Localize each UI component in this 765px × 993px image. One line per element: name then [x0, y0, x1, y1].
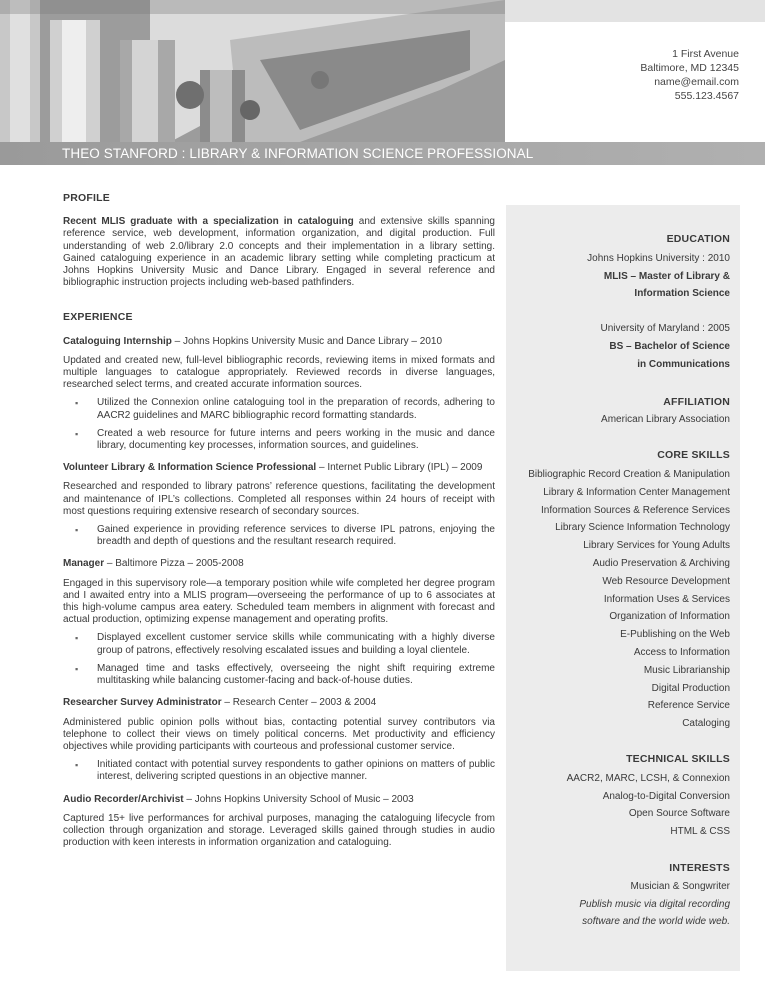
technical-skill-item: Analog-to-Digital Conversion	[602, 790, 730, 802]
job-role: Volunteer Library & Information Science Professional	[63, 462, 317, 474]
job-bullets	[63, 759, 495, 783]
core-skills-heading: CORE SKILLS	[657, 449, 730, 462]
core-skill-item: Bibliographic Record Creation & Manipulation	[528, 468, 730, 480]
education-school-1: Johns Hopkins University : 2010	[587, 252, 730, 264]
job-bullet: ▪ Managed time and tasks effectively, overseeing the night shift requiring extreme multitasking while balancing customer-facing and back-of-house duties.	[63, 663, 495, 687]
job-entry	[63, 794, 495, 850]
education-degree-1-line2: Information Science	[634, 288, 730, 300]
technical-skill-item: Open Source Software	[628, 808, 730, 820]
page-title: THEO STANFORD : LIBRARY & INFORMATION SCIENCE PROFESSIONAL	[62, 146, 534, 161]
job-description: Engaged in this supervisory role—a temporary position while wife completed her degree program and I awaited entry into a MLIS program—overseeing the performance of up to 6 associates at this high-volume campus area eatery. Scheduled team members in alignment with forecast and actual production, optimizing expense management and operating profits.	[63, 577, 495, 626]
job-bullet: ▪ Gained experience in providing reference services to diverse IPL patrons, enjoying the breadth and depth of questions and the resultant research required.	[63, 524, 495, 548]
job-entry	[63, 558, 495, 687]
core-skill-item: Music Librarianship	[643, 664, 730, 676]
job-bullet: ▪ Initiated contact with potential survey respondents to gather opinions on matters of public interest, delivering scripted questions in an objective manner.	[63, 759, 495, 783]
job-bullet: ▪ Utilized the Connexion online cataloguing tool in the preparation of records, adhering to AACR2 guidelines and MARC bibliographic record formatting standards.	[63, 397, 495, 421]
technical-skill-item: HTML & CSS	[670, 826, 730, 838]
job-description: Administered public opinion polls without bias, contacting potential survey contributors via telephone to collect their views on timely political concerns. Met productivity and efficiency objectives while providing participants with courteous and professional customer service.	[63, 716, 495, 752]
contact-info	[640, 47, 739, 103]
job-title	[63, 794, 495, 806]
job-title	[63, 336, 495, 348]
core-skill-item: Web Resource Development	[602, 575, 730, 587]
education-degree-1-line1: MLIS – Master of Library &	[603, 270, 730, 282]
affiliation-item: American Library Association	[601, 414, 730, 426]
job-entry	[63, 462, 495, 548]
profile-heading: PROFILE	[63, 192, 110, 204]
core-skill-item: Organization of Information	[609, 611, 730, 623]
technical-skills-heading: TECHNICAL SKILLS	[626, 752, 730, 765]
interests-heading: INTERESTS	[669, 861, 730, 874]
experience-heading: EXPERIENCE	[63, 311, 133, 324]
job-title	[63, 697, 495, 709]
job-role: Cataloguing Internship	[63, 335, 172, 347]
technical-skill-item: AACR2, MARC, LCSH, & Connexion	[566, 772, 730, 784]
education-school-2: University of Maryland : 2005	[600, 323, 730, 335]
job-detail: – Johns Hopkins University Music and Dance Library – 2010	[171, 335, 443, 347]
job-detail: – Johns Hopkins University School of Music – 2003	[183, 793, 414, 805]
core-skill-item: Information Sources & Reference Services	[541, 504, 730, 516]
job-detail: – Research Center – 2003 & 2004	[221, 697, 377, 709]
columns-illustration	[0, 0, 505, 142]
job-entry	[63, 336, 495, 453]
contact-address-line2: Baltimore, MD 12345	[640, 62, 739, 74]
core-skill-item: Information Uses & Services	[603, 593, 730, 605]
job-bullet: ▪ Displayed excellent customer service skills while communicating with a highly diverse group of patrons, effectively resolving escalated issues and building a loyal clientele.	[63, 632, 495, 656]
job-bullets	[63, 632, 495, 687]
job-title	[63, 558, 495, 570]
core-skill-item: Digital Production	[651, 682, 730, 694]
contact-phone: 555.123.4567	[674, 90, 739, 102]
education-heading: EDUCATION	[666, 233, 730, 245]
profile-text: and extensive skills spanning reference service, web development, information organization, and digital production. Full understanding of web 2.0/library 2.0 concepts and their implementation in a library setting. Gained cataloguing experience in an academic library setting while completing practicum at Johns Hopkins University Music and Dance Library. Engaged in several reference and bibliographic instruction projects including web-based pathfinders.	[63, 216, 495, 289]
core-skill-item: Access to Information	[633, 646, 730, 658]
education-degree-2-line1: BS – Bachelor of Science	[609, 340, 730, 352]
profile-paragraph	[63, 216, 495, 289]
header-top-bar	[505, 0, 765, 22]
core-skill-item: Library & Information Center Management	[543, 486, 730, 498]
name-title-bar	[0, 142, 765, 165]
profile-lead: Recent MLIS graduate with a specialization in cataloguing	[63, 216, 354, 228]
job-bullet: ▪ Created a web resource for future interns and peers working in the music and dance library, documenting key processes, information sources, and guidelines.	[63, 428, 495, 452]
core-skill-item: E-Publishing on the Web	[620, 629, 730, 641]
core-skill-item: Library Services for Young Adults	[583, 540, 730, 552]
sidebar	[506, 205, 740, 971]
contact-email[interactable]: name@email.com	[654, 76, 739, 88]
education-degree-2-line2: in Communications	[637, 358, 730, 370]
job-detail: – Internet Public Library (IPL) – 2009	[316, 462, 483, 474]
header-building-photo	[0, 0, 505, 142]
job-role: Manager	[63, 558, 105, 570]
main-column	[63, 192, 495, 859]
job-detail: – Baltimore Pizza – 2005-2008	[104, 558, 244, 570]
job-description: Researched and responded to library patrons’ reference questions, facilitating the development and maintenance of IPL’s collections. Completed all responses within 24 hours of receipt with most questions requiring extensive research of secondary sources.	[63, 481, 495, 517]
interest-note-line1: Publish music via digital recording	[579, 898, 730, 910]
job-bullets	[63, 397, 495, 452]
core-skill-item: Reference Service	[647, 700, 730, 712]
affiliation-heading: AFFILIATION	[663, 395, 730, 408]
core-skill-item: Library Science Information Technology	[555, 522, 730, 534]
core-skill-item: Cataloging	[682, 718, 730, 730]
job-description: Updated and created new, full-level bibliographic records, reviewing items in mixed formats and multiple languages to catalogue appropriately. Reviewed records in diverse languages, researched select terms, and created accurate information sources.	[63, 354, 495, 391]
job-title	[63, 462, 495, 474]
job-role: Audio Recorder/Archivist	[63, 793, 184, 805]
job-role: Researcher Survey Administrator	[63, 697, 222, 709]
interest-note-line2: software and the world wide web.	[582, 916, 730, 928]
contact-address-line1: 1 First Avenue	[672, 48, 739, 60]
job-description: Captured 15+ live performances for archival purposes, managing the cataloguing lifecycle from collection through organization and storage. Leveraged skills gained through studies in audio production with keen interests in information organization and cataloguing.	[63, 812, 495, 849]
job-bullets	[63, 524, 495, 548]
interest-item: Musician & Songwriter	[630, 880, 730, 892]
core-skill-item: Audio Preservation & Archiving	[592, 557, 730, 569]
job-entry	[63, 697, 495, 783]
